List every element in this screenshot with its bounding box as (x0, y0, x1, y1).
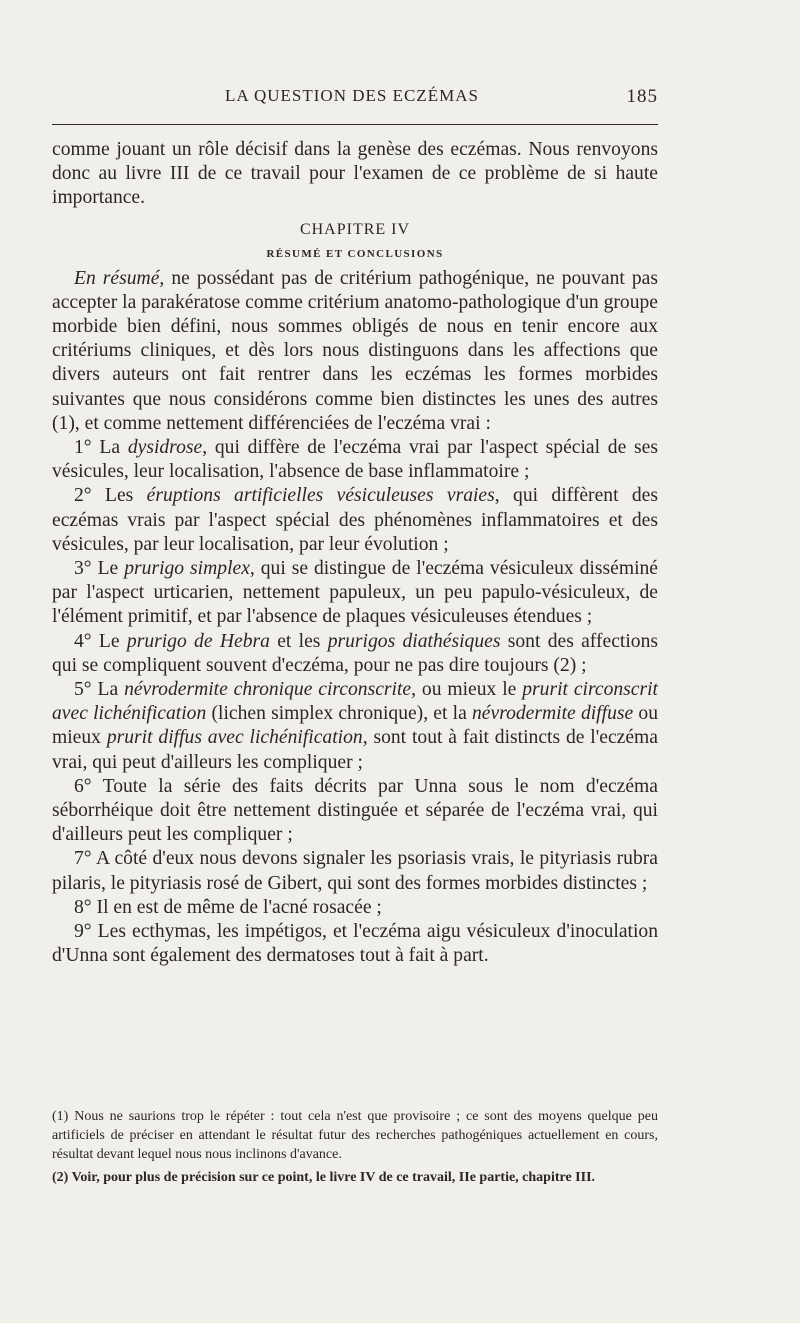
item-number: 5° (74, 679, 92, 701)
intro-paragraph: comme jouant un rôle décisif dans la genèse des eczémas. Nous renvoyons donc au livre III de ce travail pour l'examen de ce problème de si haute importance. (52, 139, 658, 209)
summary-text: ne possédant pas de critérium pathogénique, ne pouvant pas accepter la parakératose comme critérium anatomo-pathologique d'un groupe morbide bien défini, nous sommes obligés de nous en tenir encore aux critériums cliniques, et dès lors nous distinguons dans les affections que divers auteurs ont fait rentrer dans les eczémas les formes morbides suivantes que nous considérons comme bien distinctes les unes des autres (1), et comme nettement différenciées de l'eczéma vrai : (52, 267, 658, 434)
item-text: et les (269, 630, 328, 652)
list-item-3 (52, 557, 658, 630)
item-text: A côté d'eux nous devons signaler les psoriasis vrais, le pityriasis rubra pilaris, le pityriasis rosé de Gibert, qui sont des formes morbides distinctes ; (52, 848, 658, 894)
item-term: névrodermite diffuse (472, 703, 634, 725)
item-text: , ou mieux le (411, 679, 523, 701)
item-text: , sont tout à fait distincts de l'eczéma vrai, qui peut d'ailleurs les compliquer ; (52, 727, 658, 773)
footnote-2: (2) Voir, pour plus de précision sur ce point, le livre IV de ce travail, IIe partie, chapitre III. (52, 1170, 596, 1185)
list-item-7 (52, 847, 658, 895)
item-text: (lichen simplex chronique), et la (206, 703, 472, 725)
item-text: , qui diffère de l'eczéma vrai par l'aspect spécial de ses vésicules, leur localisation, l'absence de base inflammatoire ; (52, 437, 659, 483)
item-text: La (91, 437, 128, 459)
list-item-4 (52, 630, 658, 678)
item-text: Il en est de même de l'acné rosacée ; (91, 896, 382, 918)
item-term: prurigos diathésiques (327, 630, 501, 652)
header-rule (52, 124, 658, 125)
list-item-5 (52, 678, 658, 775)
item-term: névrodermite chronique circonscrite (124, 679, 412, 701)
list-item-8 (52, 896, 658, 920)
item-text: Les (91, 485, 147, 507)
item-term: prurigo de Hebra (126, 630, 270, 652)
item-text: sont des affections qui se compliquent souvent d'eczéma, pour ne pas dire toujours (2) ; (52, 630, 659, 676)
item-term: éruptions artificielles vésiculeuses vraies (146, 485, 495, 507)
list-item-6 (52, 775, 658, 848)
item-text: , qui se distingue de l'eczéma vésiculeux disséminé par l'aspect urticarien, nettement papuleux, un peu papulo-vésiculeux, de l'élément primitif, et par l'absence de plaques vésiculeuses étendues ; (52, 558, 659, 628)
running-title: LA QUESTION DES ECZÉMAS (225, 86, 479, 105)
item-text: La (91, 679, 125, 701)
chapter-title: CHAPITRE IV (299, 220, 411, 238)
item-text: Le (91, 558, 125, 580)
summary-lead: En résumé, (74, 267, 165, 289)
item-term: prurit circonscrit avec lichénification (52, 679, 659, 725)
item-number: 4° (74, 630, 92, 652)
item-text: Les ecthymas, les impétigos, et l'eczéma aigu vésiculeux d'inoculation d'Unna sont également des dermatoses tout à fait à part. (52, 921, 658, 967)
item-number: 6° (74, 775, 92, 797)
item-number: 3° (74, 558, 92, 580)
item-number: 9° (74, 921, 92, 943)
chapter-subtitle: RÉSUMÉ ET CONCLUSIONS (266, 247, 444, 260)
item-text: ou mieux (52, 703, 659, 749)
summary-paragraph (52, 267, 658, 436)
item-text: Le (91, 630, 127, 652)
item-term: prurit diffus avec lichénification (106, 727, 363, 749)
footnote-1: (1) Nous ne saurions trop le répéter : tout cela n'est que provisoire ; ce sont des moyens quelque peu artificiels de préciser en attendant le résultat futur des recherches pathogéniques actuellement en cours, résultat devant lequel nous nous inclinons d'avance. (52, 1109, 658, 1162)
item-term: prurigo simplex (124, 558, 250, 580)
item-number: 2° (74, 485, 92, 507)
list-item-9 (52, 920, 658, 968)
list-item-1 (52, 436, 658, 484)
item-text: Toute la série des faits décrits par Unna sous le nom d'eczéma séborrhéique doit être nettement distinguée et séparée de l'eczéma vrai, qui d'ailleurs peut les compliquer ; (52, 775, 658, 846)
list-item-2 (52, 484, 658, 557)
footnotes (52, 1107, 658, 1191)
item-text: , qui diffèrent des eczémas vrais par l'aspect spécial des phénomènes inflammatoires et des vésicules, par leur localisation, par leur évolution ; (52, 485, 659, 555)
item-number: 7° (74, 848, 92, 870)
body-text (52, 138, 658, 969)
item-term: dysidrose (127, 437, 203, 459)
page-number: 185 (626, 86, 658, 107)
item-number: 8° (74, 896, 92, 918)
item-number: 1° (74, 437, 92, 459)
